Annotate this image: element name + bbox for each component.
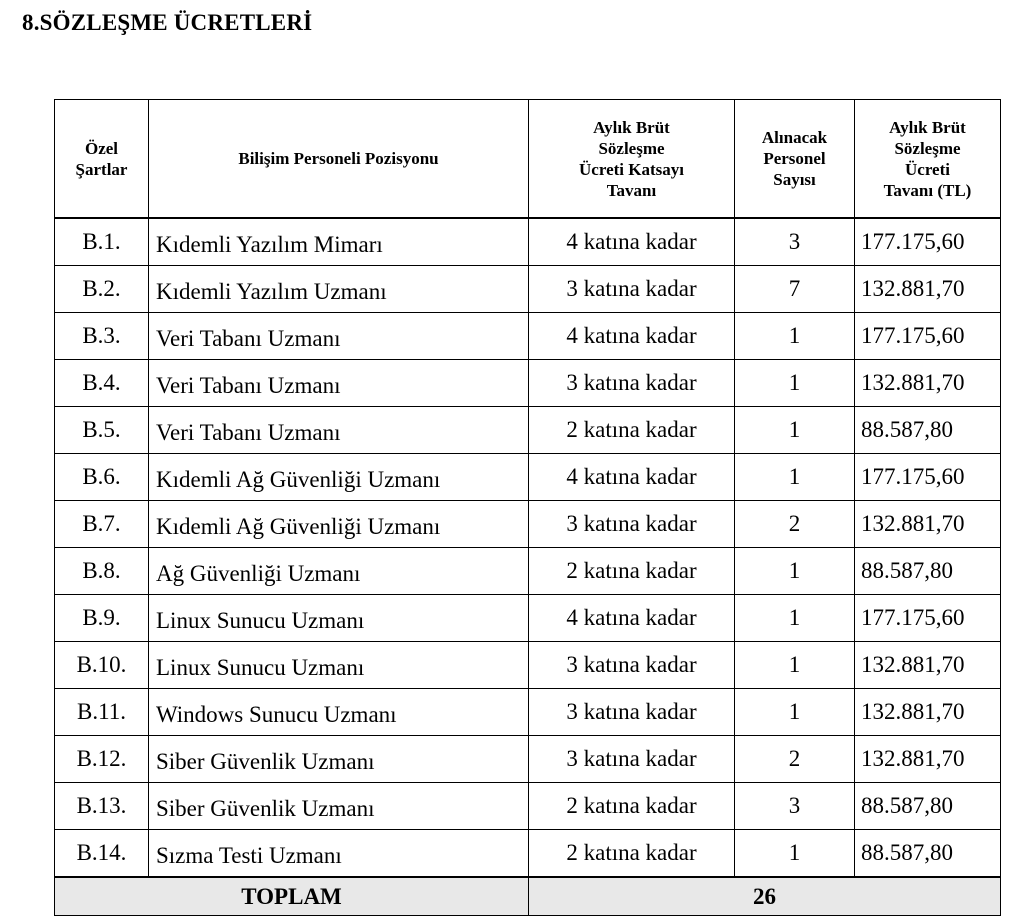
- total-row: [55, 877, 1001, 916]
- row-amount: 177.175,60: [855, 313, 1001, 360]
- row-amount: 88.587,80: [855, 548, 1001, 595]
- row-count: 1: [735, 360, 855, 407]
- section-title: 8.SÖZLEŞME ÜCRETLERİ: [22, 10, 313, 35]
- row-code: B.12.: [55, 736, 149, 783]
- row-amount: 177.175,60: [855, 595, 1001, 642]
- row-coefficient: 3 katına kadar: [529, 501, 735, 548]
- row-code: B.3.: [55, 313, 149, 360]
- table-row: [55, 642, 1001, 689]
- row-code: B.11.: [55, 689, 149, 736]
- table-row: [55, 689, 1001, 736]
- header-special-conditions: [55, 100, 149, 219]
- row-coefficient: 4 katına kadar: [529, 218, 735, 266]
- table-row: [55, 783, 1001, 830]
- header-line: Şartlar: [75, 159, 128, 179]
- row-count: 1: [735, 407, 855, 454]
- row-count: 1: [735, 642, 855, 689]
- header-position: [149, 100, 529, 219]
- row-coefficient: 3 katına kadar: [529, 266, 735, 313]
- table-row: [55, 454, 1001, 501]
- table-row: [55, 407, 1001, 454]
- row-position: Siber Güvenlik Uzmanı: [149, 783, 529, 830]
- row-position: Kıdemli Ağ Güvenliği Uzmanı: [149, 454, 529, 501]
- row-count: 2: [735, 736, 855, 783]
- row-code: B.5.: [55, 407, 149, 454]
- row-amount: 132.881,70: [855, 736, 1001, 783]
- contract-fees-table: [54, 99, 1001, 916]
- table-row: [55, 830, 1001, 878]
- row-amount: 88.587,80: [855, 783, 1001, 830]
- row-code: B.4.: [55, 360, 149, 407]
- row-amount: 132.881,70: [855, 360, 1001, 407]
- row-coefficient: 3 katına kadar: [529, 642, 735, 689]
- header-personnel-count: [735, 100, 855, 219]
- row-position: Veri Tabanı Uzmanı: [149, 313, 529, 360]
- row-amount: 132.881,70: [855, 501, 1001, 548]
- row-count: 7: [735, 266, 855, 313]
- row-count: 1: [735, 595, 855, 642]
- row-position: Sızma Testi Uzmanı: [149, 830, 529, 878]
- row-position: Siber Güvenlik Uzmanı: [149, 736, 529, 783]
- table-row: [55, 736, 1001, 783]
- row-position: Kıdemli Yazılım Uzmanı: [149, 266, 529, 313]
- total-count: 26: [529, 877, 1001, 916]
- row-amount: 88.587,80: [855, 830, 1001, 878]
- row-count: 1: [735, 548, 855, 595]
- table-row: [55, 266, 1001, 313]
- row-code: B.6.: [55, 454, 149, 501]
- row-amount: 132.881,70: [855, 266, 1001, 313]
- table-row: [55, 218, 1001, 266]
- row-position: Veri Tabanı Uzmanı: [149, 407, 529, 454]
- row-amount: 88.587,80: [855, 407, 1001, 454]
- header-line: Ücreti: [905, 159, 950, 179]
- table-row: [55, 501, 1001, 548]
- header-fee-ceiling: [855, 100, 1001, 219]
- row-code: B.7.: [55, 501, 149, 548]
- table-row: [55, 360, 1001, 407]
- row-count: 1: [735, 454, 855, 501]
- row-position: Kıdemli Ağ Güvenliği Uzmanı: [149, 501, 529, 548]
- row-position: Linux Sunucu Uzmanı: [149, 595, 529, 642]
- row-coefficient: 2 katına kadar: [529, 548, 735, 595]
- table-header-row: [55, 100, 1001, 219]
- row-code: B.14.: [55, 830, 149, 878]
- header-line: Sözleşme: [598, 138, 665, 158]
- header-line: Personel: [763, 149, 826, 168]
- row-position: Linux Sunucu Uzmanı: [149, 642, 529, 689]
- table-row: [55, 313, 1001, 360]
- row-position: Ağ Güvenliği Uzmanı: [149, 548, 529, 595]
- header-line: Özel: [84, 138, 119, 158]
- row-position: Veri Tabanı Uzmanı: [149, 360, 529, 407]
- row-amount: 177.175,60: [855, 454, 1001, 501]
- header-line: Aylık Brüt: [593, 117, 670, 137]
- row-position: Windows Sunucu Uzmanı: [149, 689, 529, 736]
- row-coefficient: 3 katına kadar: [529, 689, 735, 736]
- row-code: B.9.: [55, 595, 149, 642]
- row-count: 1: [735, 313, 855, 360]
- row-code: B.13.: [55, 783, 149, 830]
- row-coefficient: 4 katına kadar: [529, 454, 735, 501]
- row-count: 3: [735, 783, 855, 830]
- row-coefficient: 4 katına kadar: [529, 313, 735, 360]
- row-coefficient: 3 katına kadar: [529, 360, 735, 407]
- header-line: Tavanı (TL): [883, 180, 972, 200]
- row-coefficient: 2 katına kadar: [529, 830, 735, 878]
- total-label: TOPLAM: [55, 877, 529, 916]
- header-line: Sayısı: [773, 170, 816, 189]
- row-amount: 132.881,70: [855, 689, 1001, 736]
- header-coefficient: [529, 100, 735, 219]
- header-line: Aylık Brüt: [889, 117, 966, 137]
- row-count: 1: [735, 689, 855, 736]
- table-row: [55, 548, 1001, 595]
- row-code: B.2.: [55, 266, 149, 313]
- row-amount: 132.881,70: [855, 642, 1001, 689]
- header-line: Tavanı: [606, 180, 657, 200]
- row-coefficient: 3 katına kadar: [529, 736, 735, 783]
- row-coefficient: 2 katına kadar: [529, 407, 735, 454]
- row-count: 1: [735, 830, 855, 878]
- row-code: B.1.: [55, 218, 149, 266]
- table-row: [55, 595, 1001, 642]
- row-count: 3: [735, 218, 855, 266]
- header-line: Bilişim Personeli Pozisyonu: [238, 149, 439, 168]
- row-code: B.10.: [55, 642, 149, 689]
- row-code: B.8.: [55, 548, 149, 595]
- row-coefficient: 4 katına kadar: [529, 595, 735, 642]
- row-amount: 177.175,60: [855, 218, 1001, 266]
- header-line: Sözleşme: [894, 138, 961, 158]
- header-line: Alınacak: [761, 128, 828, 147]
- header-line: Ücreti Katsayı: [579, 159, 684, 179]
- row-position: Kıdemli Yazılım Mimarı: [149, 218, 529, 266]
- row-coefficient: 2 katına kadar: [529, 783, 735, 830]
- row-count: 2: [735, 501, 855, 548]
